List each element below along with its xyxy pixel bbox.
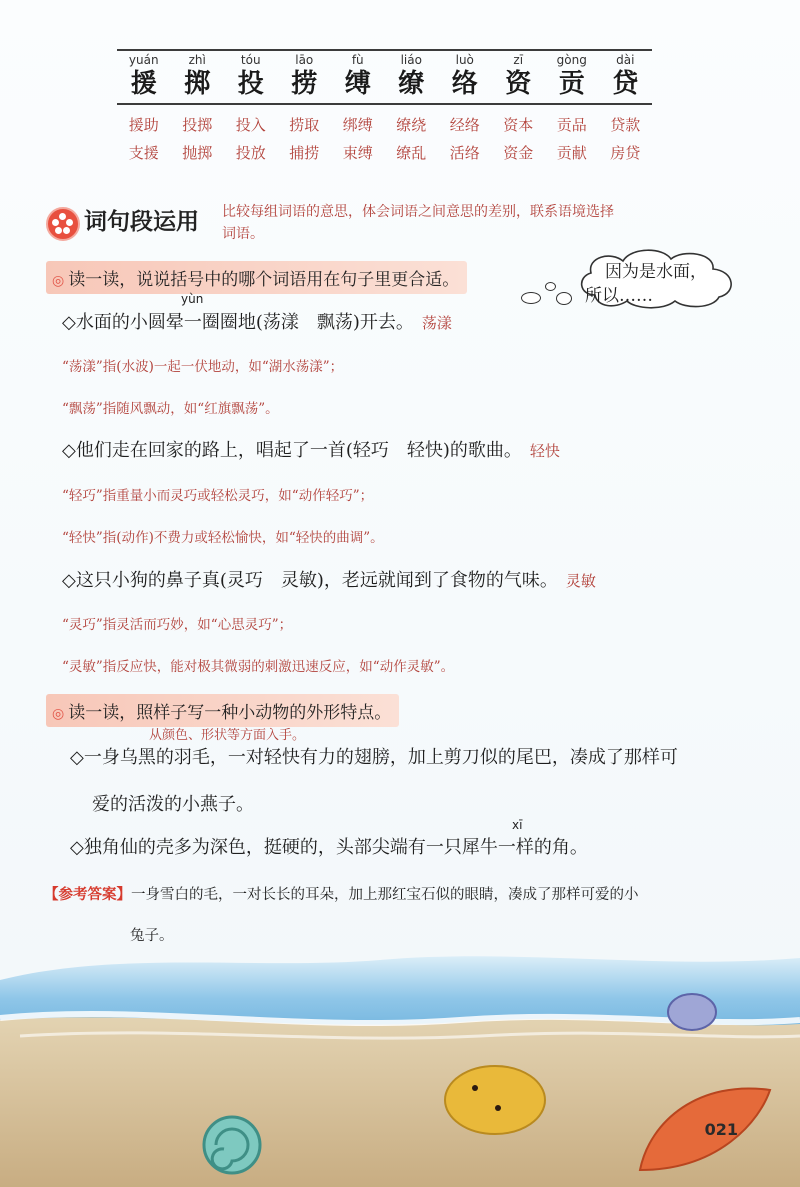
vocab-word: 贡品 — [556, 116, 587, 134]
pinyin-label: lāo — [295, 53, 314, 67]
vocab-word: 绑缚 — [342, 116, 373, 134]
vocab-word: 贷款 — [610, 116, 641, 134]
cloud-text-line-1: 因为是水面， — [605, 262, 707, 282]
character-entry — [226, 52, 276, 100]
page-number: 021 — [704, 1120, 738, 1139]
section-title: 词句段运用 — [84, 209, 199, 235]
vocab-word: 房贷 — [610, 144, 641, 162]
pinyin-label: zhì — [188, 53, 206, 67]
question-1: ◇水面的小圆晕一圈圈地(荡漾 飘荡)开去。 荡漾 — [62, 312, 452, 333]
section-description: 比较每组词语的意思，体会词语之间意思的差别，联系语境选择词语。 — [222, 204, 614, 242]
hanzi-character: 缭 — [398, 69, 425, 99]
vocab-word: 投放 — [235, 144, 266, 162]
character-entry — [172, 52, 222, 100]
note-3b: “灵敏”指反应快，能对极其微弱的刺激迅速反应，如“动作灵敏”。 — [62, 659, 455, 675]
hanzi-character: 捞 — [291, 69, 318, 99]
pinyin-annotation: xī — [512, 818, 523, 832]
character-entry — [600, 52, 650, 100]
character-entry — [279, 52, 329, 100]
pinyin-label: luò — [455, 53, 474, 67]
character-entry — [440, 52, 490, 100]
amber-stone — [445, 1066, 545, 1134]
character-row — [117, 52, 652, 100]
hanzi-character: 贷 — [612, 69, 639, 99]
vocab-word: 援助 — [128, 116, 159, 134]
hanzi-character: 贡 — [558, 69, 585, 99]
hanzi-character: 络 — [451, 69, 478, 99]
answer-1: 荡漾 — [421, 314, 452, 332]
thought-bubble-dot — [545, 282, 556, 291]
vocab-word: 投入 — [235, 116, 266, 134]
vocab-word: 投掷 — [182, 116, 213, 134]
pinyin-label: dài — [616, 53, 635, 67]
table-bottom-rule — [117, 103, 652, 105]
beach-illustration — [0, 940, 800, 1187]
character-entry — [386, 52, 436, 100]
task-2-label: ◎ 读一读，照样子写一种小动物的外形特点。 — [46, 694, 399, 727]
answer-3: 灵敏 — [565, 572, 596, 590]
question-2: ◇他们走在回家的路上，唱起了一首(轻巧 轻快)的歌曲。 轻快 — [62, 440, 560, 461]
vocab-word: 经络 — [449, 116, 480, 134]
table-top-rule — [117, 49, 652, 51]
hanzi-character: 投 — [237, 69, 264, 99]
vocab-word: 束缚 — [342, 144, 373, 162]
reference-answer-line-2: 兔子。 — [130, 928, 174, 944]
example-1-line-1: ◇一身乌黑的羽毛，一对轻快有力的翅膀，加上剪刀似的尾巴，凑成了那样可 — [70, 747, 678, 768]
vocab-word: 捕捞 — [289, 144, 320, 162]
example-1-line-2: 爱的活泼的小燕子。 — [92, 794, 254, 815]
pinyin-label: tóu — [240, 53, 261, 67]
note-1a: “荡漾”指(水波)一起一伏地动，如“湖水荡漾”； — [62, 359, 344, 375]
question-3: ◇这只小狗的鼻子真(灵巧 灵敏)，老远就闻到了食物的气味。 灵敏 — [62, 570, 596, 591]
character-entry — [333, 52, 383, 100]
word-row-1 — [117, 114, 652, 135]
pinyin-label: gòng — [556, 53, 587, 67]
section-icon — [46, 207, 80, 241]
hanzi-character: 缚 — [344, 69, 371, 99]
note-2b: “轻快”指(动作)不费力或轻松愉快，如“轻快的曲调”。 — [62, 530, 384, 546]
vocab-word: 资金 — [503, 144, 534, 162]
word-row-2 — [117, 142, 652, 163]
target-bullet-icon: ◎ — [52, 706, 65, 722]
pinyin-label: fù — [351, 53, 364, 67]
vocab-word: 支援 — [128, 144, 159, 162]
note-3a: “灵巧”指灵活而巧妙，如“心思灵巧”； — [62, 617, 293, 633]
answer-2: 轻快 — [529, 442, 560, 460]
vocab-word: 抛掷 — [182, 144, 213, 162]
vocab-word: 活络 — [449, 144, 480, 162]
character-entry — [493, 52, 543, 100]
target-bullet-icon: ◎ — [52, 273, 65, 289]
pinyin-annotation: yùn — [181, 292, 204, 306]
clam-shell — [668, 994, 716, 1030]
hanzi-character: 掷 — [184, 69, 211, 99]
character-entry — [119, 52, 169, 100]
note-1b: “飘荡”指随风飘动，如“红旗飘荡”。 — [62, 401, 279, 417]
reference-answer: 【参考答案】一身雪白的毛，一对长长的耳朵，加上那红宝石似的眼睛，凑成了那样可爱的小 — [44, 887, 639, 903]
pinyin-label: yuán — [128, 53, 159, 67]
pinyin-label: zī — [513, 53, 524, 67]
note-2a: “轻巧”指重量小而灵巧或轻松灵巧，如“动作轻巧”； — [62, 488, 374, 504]
vocab-word: 捞取 — [289, 116, 320, 134]
task-1-label: ◎ 读一读，说说括号中的哪个词语用在句子里更合适。 — [46, 261, 467, 294]
thought-bubble-dot — [556, 292, 572, 305]
vocab-word: 贡献 — [556, 144, 587, 162]
pinyin-label: liáo — [400, 53, 422, 67]
character-entry — [547, 52, 597, 100]
hanzi-character: 资 — [505, 69, 532, 99]
vocab-word: 资本 — [503, 116, 534, 134]
vocab-word: 缭绕 — [396, 116, 427, 134]
cloud-text-line-2: 所以…… — [585, 286, 653, 306]
vocab-word: 缭乱 — [396, 144, 427, 162]
hanzi-character: 援 — [130, 69, 157, 99]
task-2-hint: 从颜色、形状等方面入手。 — [149, 728, 306, 743]
thought-bubble-dot — [521, 292, 541, 304]
example-2: ◇独角仙的壳多为深色，挺硬的，头部尖端有一只犀牛一样的角。 — [70, 837, 588, 858]
